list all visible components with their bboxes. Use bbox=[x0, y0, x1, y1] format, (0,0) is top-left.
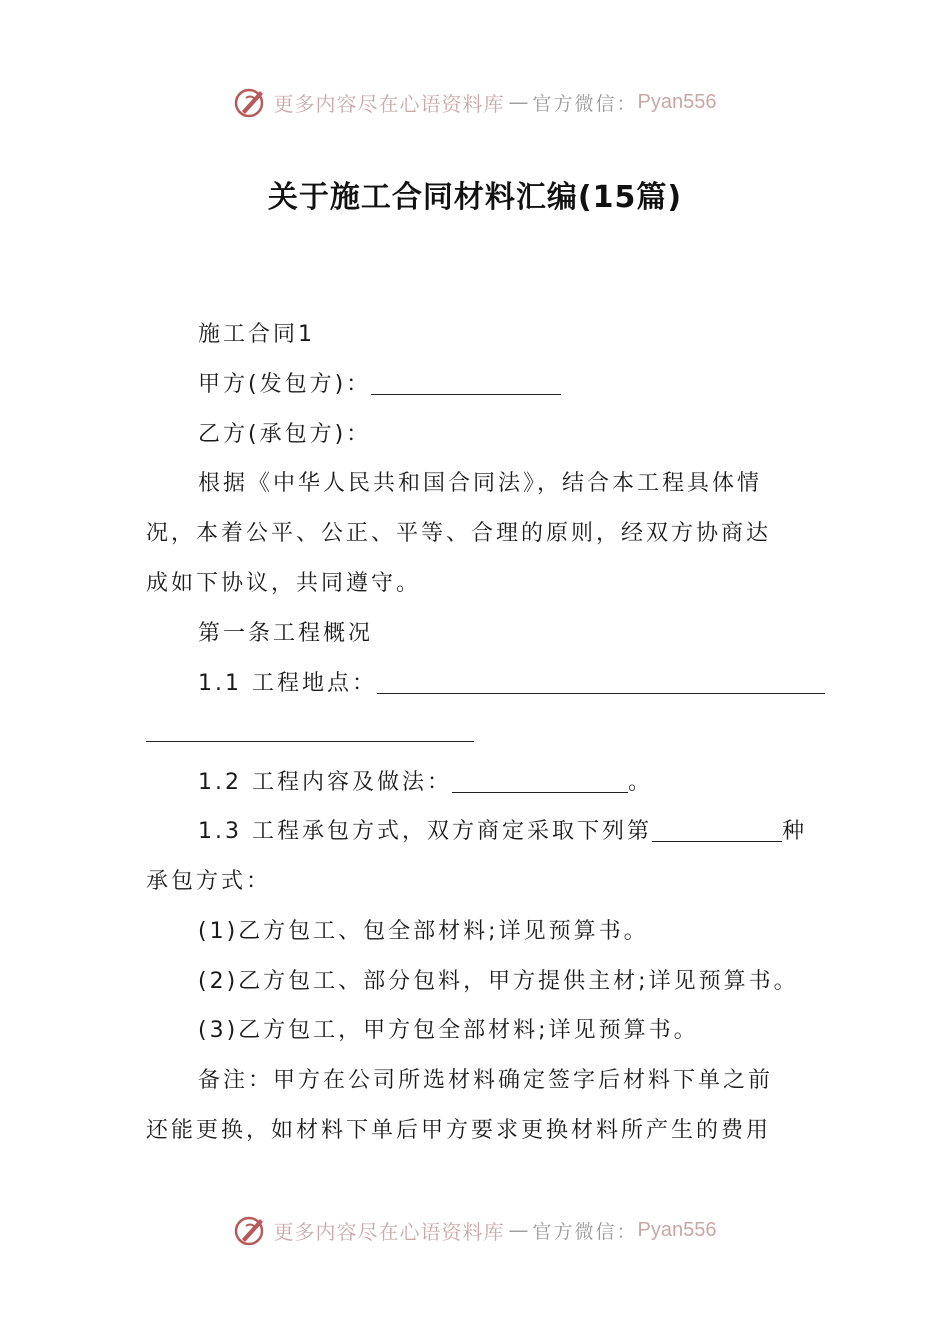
watermark-banner-bottom bbox=[0, 1210, 950, 1250]
clause-1-3-end: 种 bbox=[781, 819, 807, 844]
clause-1-1-blank-2 bbox=[146, 719, 474, 742]
clause-1-1-continuation bbox=[146, 716, 474, 748]
document-title: 关于施工合同材料汇编(15篇) bbox=[267, 180, 683, 215]
option-2: (2)乙方包工、部分包料，甲方提供主材;详见预算书。 bbox=[198, 969, 799, 994]
preamble-line-3: 成如下协议，共同遵守。 bbox=[146, 571, 422, 596]
watermark-wechat-label: 官方微信： bbox=[532, 1220, 638, 1243]
party-a-label: 甲方(发包方)： bbox=[198, 372, 372, 397]
clause-1-3-line bbox=[198, 816, 807, 848]
clause-1-3-label: 1.3 工程承包方式，双方商定采取下列第 bbox=[198, 819, 652, 844]
watermark-wechat-id: Pyan556 bbox=[637, 1218, 717, 1241]
watermark-separator: — bbox=[508, 90, 529, 114]
option-3: (3)乙方包工，甲方包全部材料;详见预算书。 bbox=[198, 1018, 699, 1043]
watermark-separator: — bbox=[508, 1218, 529, 1242]
clause-1-2-blank bbox=[452, 770, 628, 793]
article-1-heading: 第一条工程概况 bbox=[198, 621, 374, 646]
remark-line-2: 还能更换，如材料下单后甲方要求更换材料所产生的费用 bbox=[146, 1118, 772, 1143]
watermark-wechat-label: 官方微信： bbox=[532, 92, 638, 115]
option-1: (1)乙方包工、包全部材料;详见预算书。 bbox=[198, 919, 649, 944]
watermark-text: 更多内容尽在心语资料库 bbox=[273, 91, 505, 116]
clause-1-3-continuation: 承包方式： bbox=[146, 869, 272, 894]
clause-1-1-blank bbox=[377, 671, 825, 694]
watermark-text: 更多内容尽在心语资料库 bbox=[273, 1219, 505, 1244]
contract-heading: 施工合同1 bbox=[198, 322, 315, 347]
preamble-line-2: 况，本着公平、公正、平等、合理的原则，经双方协商达 bbox=[146, 521, 772, 546]
watermark-wechat-id: Pyan556 bbox=[637, 90, 717, 113]
clause-1-1-line bbox=[198, 668, 825, 700]
pen-logo-icon bbox=[234, 85, 268, 119]
clause-1-3-blank bbox=[652, 819, 782, 842]
watermark-banner-top bbox=[0, 82, 950, 122]
pen-logo-icon bbox=[234, 1213, 268, 1247]
clause-1-2-line bbox=[198, 767, 653, 799]
preamble-line-1: 根据《中华人民共和国合同法》，结合本工程具体情 bbox=[198, 471, 763, 496]
clause-1-1-label: 1.1 工程地点： bbox=[198, 671, 377, 696]
clause-1-2-end: 。 bbox=[627, 770, 653, 795]
party-a-blank bbox=[371, 372, 561, 395]
clause-1-2-label: 1.2 工程内容及做法： bbox=[198, 770, 452, 795]
party-b-line: 乙方(承包方)： bbox=[198, 422, 372, 447]
party-a-line bbox=[198, 369, 561, 401]
remark-line-1: 备注：甲方在公司所选材料确定签字后材料下单之前 bbox=[198, 1068, 774, 1093]
